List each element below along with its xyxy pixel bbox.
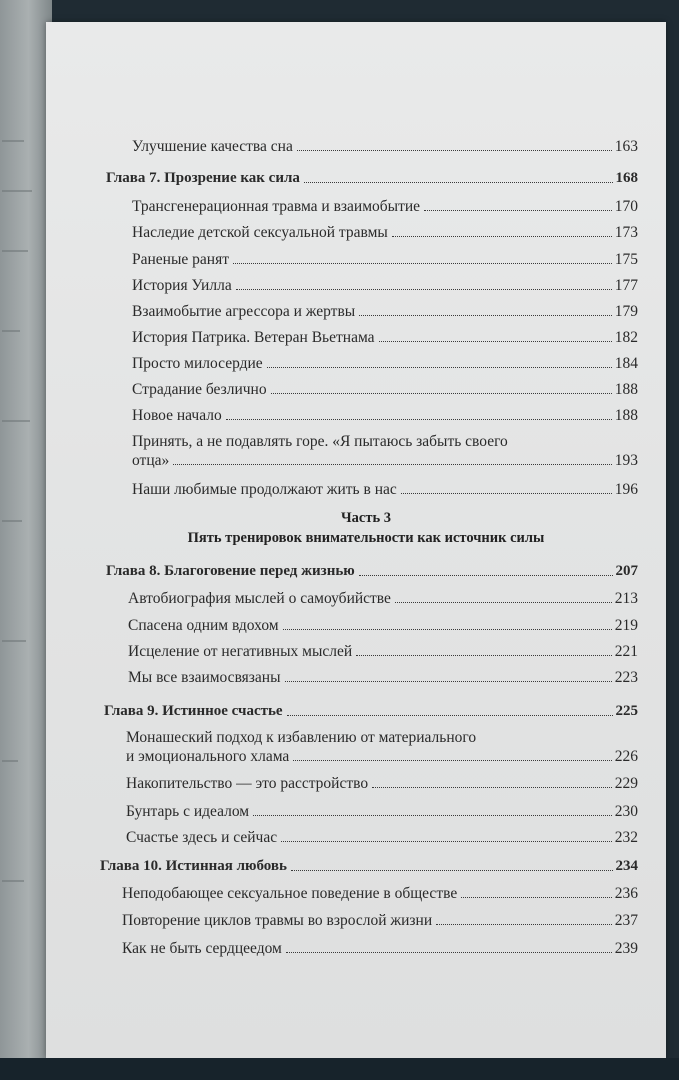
part-label: Часть 3	[341, 510, 391, 526]
toc-entry: Страдание безлично 188	[132, 381, 638, 398]
toc-entry: Неподобающее сексуальное поведение в обществе 236	[122, 885, 638, 902]
toc-entry: Раненые ранят 175	[132, 251, 638, 268]
toc-entry: История Уилла 177	[132, 277, 638, 294]
chapter-9-heading: Глава 9. Истинное счастье 225	[104, 703, 638, 719]
toc-entry: и эмоционального хлама 226	[126, 748, 638, 765]
toc-entry: Бунтарь с идеалом 230	[126, 803, 638, 820]
toc-entry: Спасена одним вдохом 219	[128, 617, 638, 634]
chapter-8-heading: Глава 8. Благоговение перед жизнью 207	[106, 563, 638, 579]
facing-page-edge	[0, 0, 52, 1080]
chapter-7-heading: Глава 7. Прозрение как сила 168	[106, 170, 638, 186]
toc-entry: Наследие детской сексуальной травмы 173	[132, 224, 638, 241]
table-of-contents	[46, 22, 666, 1058]
toc-entry-line1: Монашеский подход к избавлению от материального	[126, 729, 477, 746]
toc-entry: История Патрика. Ветеран Вьетнама 182	[132, 329, 638, 346]
toc-entry: Наши любимые продолжают жить в нас 196	[132, 481, 638, 498]
toc-entry: Автобиография мыслей о самоубийстве 213	[128, 590, 638, 607]
toc-entry-line1: Принять, а не подавлять горе. «Я пытаюсь забыть своего	[132, 433, 508, 450]
toc-entry: отца» 193	[132, 452, 638, 469]
toc-entry: Как не быть сердцеедом 239	[122, 940, 638, 957]
toc-entry: Повторение циклов травмы во взрослой жизни 237	[122, 912, 638, 929]
part-title: Пять тренировок внимательности как источник силы	[187, 530, 545, 546]
book-page	[46, 22, 666, 1058]
chapter-10-heading: Глава 10. Истинная любовь 234	[100, 858, 638, 874]
toc-entry: Исцеление от негативных мыслей 221	[128, 643, 638, 660]
toc-entry: Новое начало 188	[132, 407, 638, 424]
toc-entry: Накопительство — это расстройство 229	[126, 775, 638, 792]
toc-entry: Взаимобытие агрессора и жертвы 179	[132, 303, 638, 320]
toc-entry: Мы все взаимосвязаны 223	[128, 669, 638, 686]
toc-entry: Трансгенерационная травма и взаимобытие 170	[132, 198, 638, 215]
toc-entry: Счастье здесь и сейчас 232	[126, 829, 638, 846]
background-surface	[0, 1058, 679, 1080]
toc-entry: Просто милосердие 184	[132, 355, 638, 372]
toc-entry: Улучшение качества сна 163	[132, 138, 638, 155]
